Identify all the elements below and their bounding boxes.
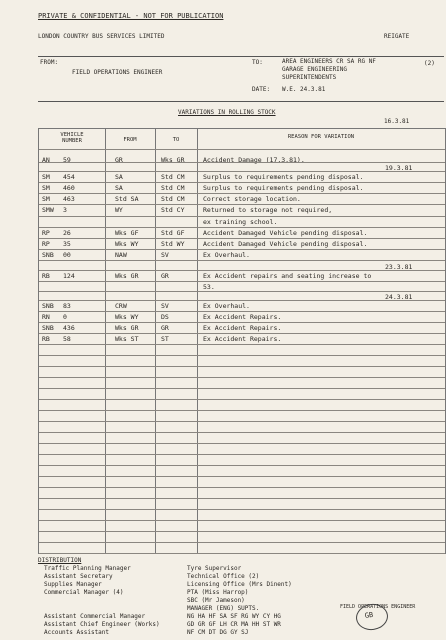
to-line-2: GARAGE ENGINEERING (282, 66, 348, 73)
from-cell: GR (115, 156, 123, 164)
reason-cell: 53. (203, 283, 215, 291)
vehicle-number: 436 (63, 324, 75, 332)
vehicle-type: SM (42, 173, 50, 181)
from-cell: WY (115, 206, 123, 214)
to-cell: Std CM (161, 173, 185, 181)
reason-cell: Returned to storage not required, (203, 206, 333, 214)
vehicle-type: RB (42, 272, 50, 280)
reason-cell: Accident Damaged Vehicle pending disposal. (203, 229, 368, 237)
header-vehicle: VEHICLE NUMBER (60, 132, 84, 144)
to-cell: SV (161, 302, 169, 310)
reason-cell: Accident Damaged Vehicle pending disposal. (203, 240, 368, 248)
page-number: (2) (424, 60, 435, 67)
distribution-recipient: SBC (Mr Jameson) (187, 597, 245, 604)
to-cell: GR (161, 272, 169, 280)
from-cell: Wks GF (115, 229, 139, 237)
distribution-recipient: GD GR GF LH CR MA HH ST WR (187, 621, 281, 628)
distribution-recipient: Commercial Manager (4) (44, 589, 124, 596)
distribution-recipient: NF CM DT DG GY SJ (187, 629, 249, 636)
classification-notice: PRIVATE & CONFIDENTIAL - NOT FOR PUBLICATION (38, 12, 224, 20)
header-from: FROM (123, 137, 137, 143)
vehicle-number: 3 (63, 206, 67, 214)
reason-cell: Ex Overhaul. (203, 251, 250, 259)
from-value: FIELD OPERATIONS ENGINEER (72, 69, 163, 76)
date-row-1: 16.3.81 (384, 118, 410, 125)
to-line-3: SUPERINTENDENTS (282, 74, 337, 81)
vehicle-number: 00 (63, 251, 71, 259)
reason-cell: Ex Accident Repairs. (203, 313, 282, 321)
vehicle-type: RB (42, 335, 50, 343)
distribution-recipient: Tyre Supervisor (187, 565, 242, 572)
distribution-recipient: PTA (Miss Harrop) (187, 589, 249, 596)
date-value: W.E. 24.3.81 (282, 86, 326, 93)
vehicle-number: 0 (63, 313, 67, 321)
reason-cell: Ex Accident repairs and seating increase to (203, 272, 372, 280)
distribution-recipient: Assistant Secretary (44, 573, 113, 580)
distribution-recipient: Assistant Chief Engineer (Works) (44, 621, 160, 628)
to-cell: GR (161, 324, 169, 332)
rolling-stock-table (38, 128, 446, 554)
vehicle-type: SNB (42, 324, 54, 332)
reason-cell: Ex Accident Repairs. (203, 324, 282, 332)
vehicle-type: RP (42, 240, 50, 248)
to-cell: Std CM (161, 184, 185, 192)
distribution-recipient: MANAGER (ENG) SUPTS. (187, 605, 260, 612)
vehicle-type: SNB (42, 251, 54, 259)
distribution-recipient: Accounts Assistant (44, 629, 110, 636)
distribution-recipient: Licensing Office (Mrs Dinent) (187, 581, 292, 588)
from-cell: SA (115, 184, 123, 192)
signoff: FIELD OPERATIONS ENGINEER (340, 604, 416, 610)
from-cell: SA (115, 173, 123, 181)
to-cell: Std CM (161, 195, 185, 203)
date-row: 24.3.81 (385, 293, 413, 301)
from-cell: Wks ST (115, 335, 139, 343)
reason-cell: Surplus to requirements pending disposal. (203, 173, 364, 181)
vehicle-type: SNB (42, 302, 54, 310)
to-cell: Std CY (161, 206, 185, 214)
date-row: 19.3.81 (385, 164, 413, 172)
reason-cell: Surplus to requirements pending disposal. (203, 184, 364, 192)
from-cell: Wks GR (115, 324, 139, 332)
vehicle-type: SM (42, 184, 50, 192)
reason-cell: Accident Damage (17.3.81). (203, 156, 305, 164)
vehicle-number: 58 (63, 335, 71, 343)
vehicle-number: 83 (63, 302, 71, 310)
vehicle-number: 59 (63, 156, 71, 164)
distribution-recipient: Traffic Planning Manager (44, 565, 131, 572)
from-label: FROM: (40, 59, 59, 66)
from-cell: CRW (115, 302, 127, 310)
from-cell: Wks GR (115, 272, 139, 280)
reason-cell: ex training school. (203, 218, 278, 226)
vehicle-type: SMW (42, 206, 54, 214)
from-cell: Std SA (115, 195, 139, 203)
reason-cell: Ex Overhaul. (203, 302, 250, 310)
to-cell: DS (161, 313, 169, 321)
vehicle-type: RN (42, 313, 50, 321)
header-reason: REASON FOR VARIATION (287, 134, 355, 140)
vehicle-number: 460 (63, 184, 75, 192)
distribution-recipient: Technical Office (2) (187, 573, 260, 580)
from-cell: Wks WY (115, 240, 139, 248)
to-cell: Std WY (161, 240, 185, 248)
reason-cell: Correct storage location. (203, 195, 301, 203)
vehicle-number: 463 (63, 195, 75, 203)
header-to: TO (172, 137, 180, 143)
to-cell: Wks GR (161, 156, 185, 164)
reason-cell: Ex Accident Repairs. (203, 335, 282, 343)
vehicle-number: 35 (63, 240, 71, 248)
initials-stamp: GB (354, 602, 389, 632)
distribution-recipient: Assistant Commercial Manager (44, 613, 146, 620)
document-title: VARIATIONS IN ROLLING STOCK (178, 109, 276, 116)
vehicle-number: 26 (63, 229, 71, 237)
location: REIGATE (384, 33, 410, 40)
distribution-heading: DISTRIBUTION (38, 557, 82, 564)
vehicle-number: 124 (63, 272, 75, 280)
vehicle-type: RP (42, 229, 50, 237)
to-cell: ST (161, 335, 169, 343)
memo-box (38, 56, 444, 102)
to-line-1: AREA ENGINEERS CR SA RG NF (282, 58, 376, 65)
vehicle-number: 454 (63, 173, 75, 181)
to-cell: SV (161, 251, 169, 259)
date-label: DATE: (252, 86, 271, 93)
vehicle-type: SM (42, 195, 50, 203)
company-name: LONDON COUNTRY BUS SERVICES LIMITED (38, 33, 165, 40)
distribution-recipient: Supplies Manager (44, 581, 102, 588)
from-cell: NAW (115, 251, 127, 259)
date-row: 23.3.81 (385, 263, 413, 271)
from-cell: Wks WY (115, 313, 139, 321)
to-cell: Std GF (161, 229, 185, 237)
vehicle-type: AN (42, 156, 50, 164)
distribution-recipient: NG HA HF SA SF RG WY CY HG (187, 613, 281, 620)
to-label: TO: (252, 59, 263, 66)
